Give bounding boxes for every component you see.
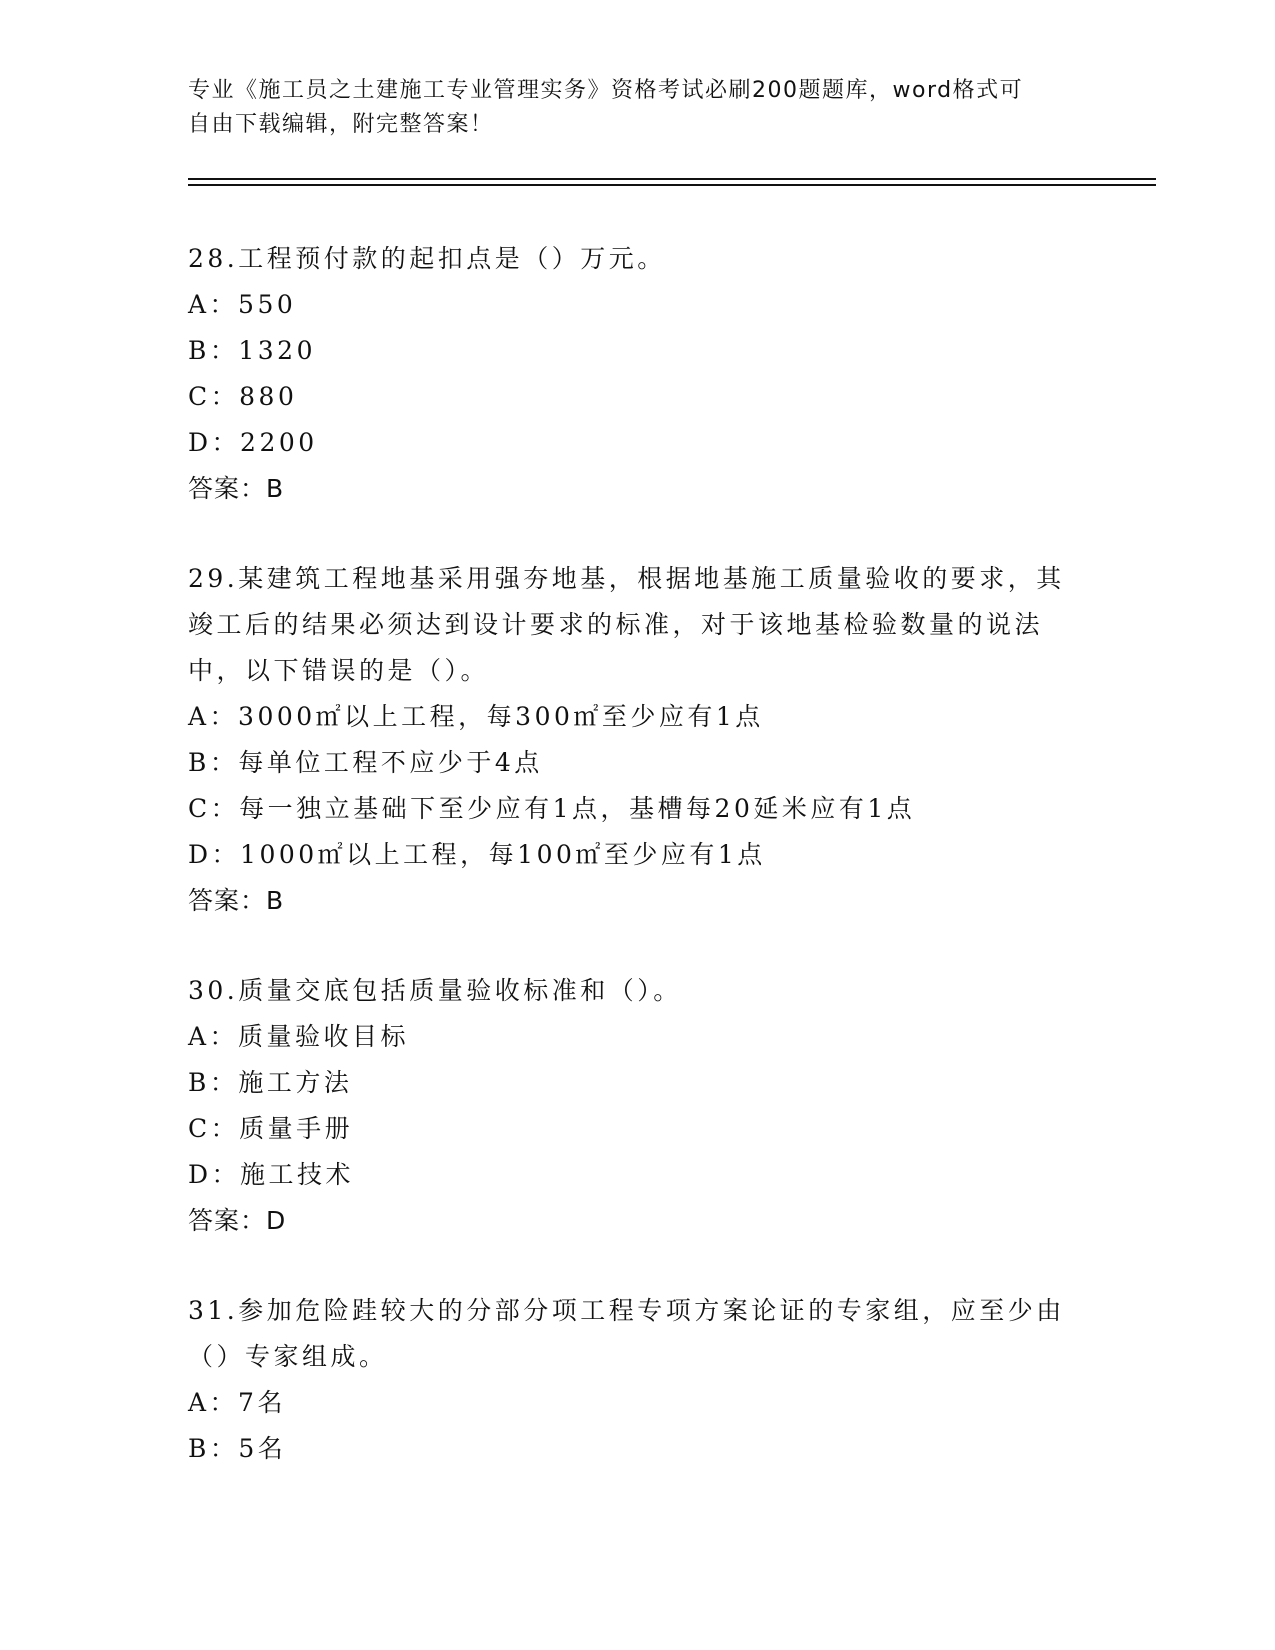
question-stem: 31.参加危险跬较大的分部分项工程专项方案论证的专家组，应至少由	[188, 1296, 1065, 1325]
option-a: A：3000㎡以上工程，每300㎡至少应有1点	[188, 702, 764, 731]
option-c: C：质量手册	[188, 1114, 354, 1143]
option-b: B：5名	[188, 1434, 287, 1463]
option-a: A：7名	[188, 1388, 286, 1417]
header-line-1: 专业《施工员之土建施工专业管理实务》资格考试必刷200题题库，word格式可	[188, 78, 1024, 103]
option-d: D：1000㎡以上工程，每100㎡至少应有1点	[188, 840, 766, 869]
question-stem: 30.质量交底包括质量验收标准和（）。	[188, 976, 682, 1005]
option-a: A：质量验收目标	[188, 1022, 410, 1051]
question-31	[188, 1288, 1088, 1472]
option-a: A：550	[188, 290, 297, 319]
answer-line: 答案：D	[188, 1206, 287, 1235]
option-b: B：施工方法	[188, 1068, 353, 1097]
answer-line: 答案：B	[188, 886, 285, 915]
option-c: C：880	[188, 382, 298, 411]
option-d: D：2200	[188, 428, 318, 457]
question-29	[188, 556, 1088, 924]
header-rule-bottom	[188, 184, 1156, 186]
question-stem: （）专家组成。	[188, 1342, 388, 1371]
answer-line: 答案：B	[188, 474, 285, 503]
option-b: B：每单位工程不应少于4点	[188, 748, 543, 777]
question-30	[188, 968, 1088, 1244]
question-stem: 中，以下错误的是（）。	[188, 656, 490, 685]
question-stem: 29.某建筑工程地基采用强夯地基，根据地基施工质量验收的要求，其	[188, 564, 1065, 593]
option-c: C：每一独立基础下至少应有1点，基槽每20延米应有1点	[188, 794, 916, 823]
header-rule-top	[188, 178, 1156, 180]
option-d: D：施工技术	[188, 1160, 355, 1189]
option-b: B：1320	[188, 336, 316, 365]
header-line-2: 自由下载编辑，附完整答案！	[188, 112, 494, 137]
question-28	[188, 236, 1088, 512]
question-stem: 竣工后的结果必须达到设计要求的标准，对于该地基检验数量的说法	[188, 610, 1044, 639]
question-stem: 28.工程预付款的起扣点是（）万元。	[188, 244, 666, 273]
document-header	[188, 74, 1088, 142]
question-list	[188, 236, 1088, 1516]
